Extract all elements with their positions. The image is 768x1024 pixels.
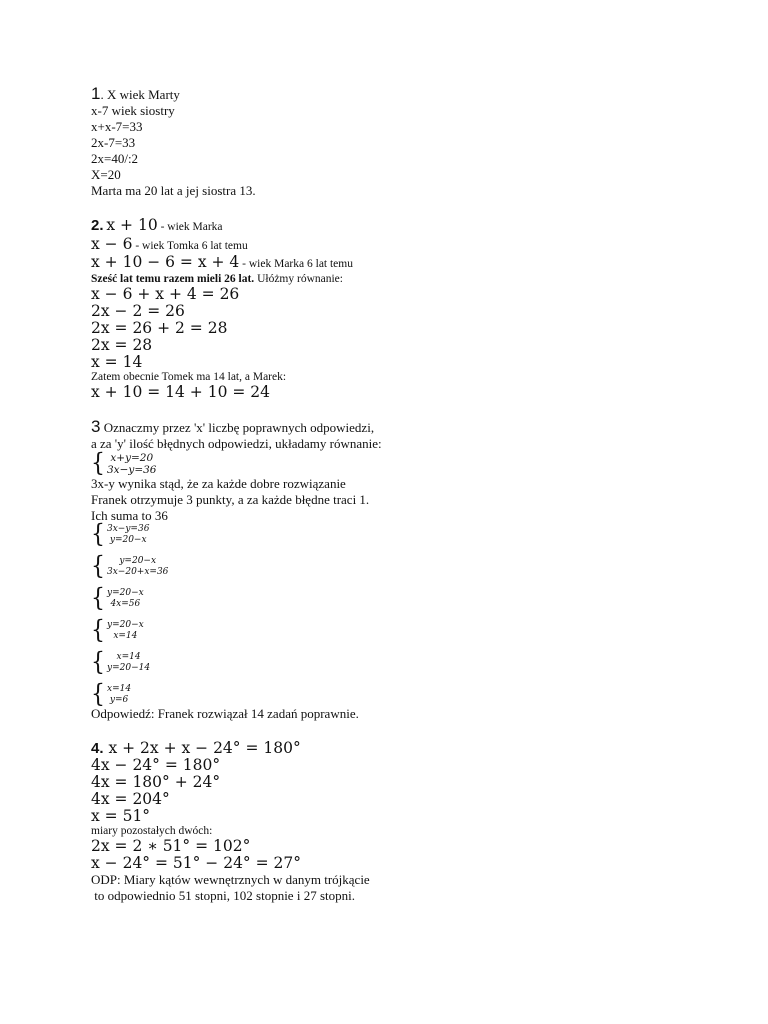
equation: x − 24° = 51° − 24° = 27° xyxy=(91,854,301,872)
equation: 4x = 204° xyxy=(91,790,170,808)
math-expression: x − 6 xyxy=(91,235,133,253)
problem-4-first-line xyxy=(91,740,731,757)
equation: x − 6 + x + 4 = 26 xyxy=(91,285,240,303)
problem-4-answer: to odpowiednio 51 stopni, 102 stopnie i 27 stopni. xyxy=(91,888,355,903)
problem-2 xyxy=(91,217,731,401)
system-row: y=20−x xyxy=(107,588,144,598)
system-row: y=20−14 xyxy=(107,663,151,673)
problem-1-line: 2x=40/:2 xyxy=(91,151,139,166)
problem-3-line: Franek otrzymuje 3 punkty, a za każde błędne traci 1. xyxy=(91,492,370,507)
system-row: x=14 xyxy=(107,684,132,694)
problem-3-answer: Odpowiedź: Franek rozwiązał 14 zadań poprawnie. xyxy=(91,706,359,721)
equation-system xyxy=(91,552,731,581)
math-expression: x + 10 − 6 = x + 4 xyxy=(91,253,240,271)
problem-3-line: Ich suma to 36 xyxy=(91,508,168,523)
system-row: 3x−y=36 xyxy=(107,524,150,534)
problem-4-answer: ODP: Miary kątów wewnętrznych w danym trójkącie xyxy=(91,872,370,887)
equation-system xyxy=(91,520,731,549)
system-row: x+y=20 xyxy=(110,452,154,464)
problem-2-text: - wiek Tomka 6 lat temu xyxy=(132,240,248,252)
problem-2-text: Ułóżmy równanie: xyxy=(254,273,343,285)
brace-icon: { xyxy=(91,648,105,677)
math-expression: x + 10 xyxy=(106,216,158,234)
problem-1-line: x-7 wiek siostry xyxy=(91,103,175,118)
brace-icon: { xyxy=(91,552,105,581)
equation: 2x = 2 ∗ 51° = 102° xyxy=(91,837,251,855)
problem-2-conclusion: Zatem obecnie Tomek ma 14 lat, a Marek: xyxy=(91,371,287,383)
problem-3-text: Oznaczmy przez 'x' liczbę poprawnych odpowiedzi, xyxy=(100,420,375,435)
problem-3-line: a za 'y' ilość błędnych odpowiedzi, układamy równanie: xyxy=(91,436,382,451)
problem-3-first-line xyxy=(91,419,731,436)
problem-4 xyxy=(91,740,731,904)
equation: 2x = 28 xyxy=(91,336,153,354)
equation-system xyxy=(91,449,731,478)
brace-icon: { xyxy=(91,449,105,478)
problem-1-number: 1 xyxy=(91,84,101,103)
problem-3-line: 3x-y wynika stąd, że za każde dobre rozwiązanie xyxy=(91,476,346,491)
equation-system xyxy=(91,584,731,613)
problem-1-line: x+x-7=33 xyxy=(91,119,143,134)
problem-2-line-3 xyxy=(91,254,731,273)
equation: x + 10 = 14 + 10 = 24 xyxy=(91,383,270,401)
problem-1-line: X=20 xyxy=(91,167,121,182)
problem-3-number: 3 xyxy=(91,417,101,436)
system-row: y=20−x xyxy=(109,535,147,545)
brace-icon: { xyxy=(91,584,105,613)
problem-2-text: - wiek Marka xyxy=(157,221,223,233)
document-page xyxy=(91,86,731,904)
system-row: x=14 xyxy=(113,631,138,641)
equation: 2x − 2 = 26 xyxy=(91,302,185,320)
system-row: 3x−y=36 xyxy=(107,464,157,476)
equation: x = 51° xyxy=(91,807,151,825)
system-row: x=14 xyxy=(116,652,141,662)
system-row: 3x−20+x=36 xyxy=(107,567,169,577)
problem-2-text: - wiek Marka 6 lat temu xyxy=(239,258,353,270)
equation: x = 14 xyxy=(91,353,143,371)
problem-1-first-line xyxy=(91,86,731,103)
brace-icon: { xyxy=(91,520,105,549)
problem-4-number: 4. xyxy=(91,740,104,757)
problem-1-answer: Marta ma 20 lat a jej siostra 13. xyxy=(91,183,256,198)
system-row: y=20−x xyxy=(107,620,144,630)
problem-1-text: . X wiek Marty xyxy=(100,87,180,102)
equation-system xyxy=(91,680,731,709)
problem-2-line-1 xyxy=(91,217,731,236)
brace-icon: { xyxy=(91,616,105,645)
system-row: 4x=56 xyxy=(110,599,141,609)
problem-2-line-2 xyxy=(91,236,731,254)
problem-4-text: miary pozostałych dwóch: xyxy=(91,825,213,837)
equation: 4x − 24° = 180° xyxy=(91,756,221,774)
equation: 4x = 180° + 24° xyxy=(91,773,221,791)
brace-icon: { xyxy=(91,680,105,709)
equation: 2x = 26 + 2 = 28 xyxy=(91,319,228,337)
equation-system xyxy=(91,648,731,677)
system-row: y=6 xyxy=(109,695,129,705)
problem-1 xyxy=(91,86,731,199)
equation: x + 2x + x − 24° = 180° xyxy=(108,739,301,757)
problem-2-bold-text: Sześć lat temu razem mieli 26 lat. xyxy=(91,273,255,285)
equation-system xyxy=(91,616,731,645)
system-row: y=20−x xyxy=(119,556,157,566)
problem-1-line: 2x-7=33 xyxy=(91,135,136,150)
problem-3 xyxy=(91,419,731,722)
problem-2-number: 2. xyxy=(91,217,104,234)
